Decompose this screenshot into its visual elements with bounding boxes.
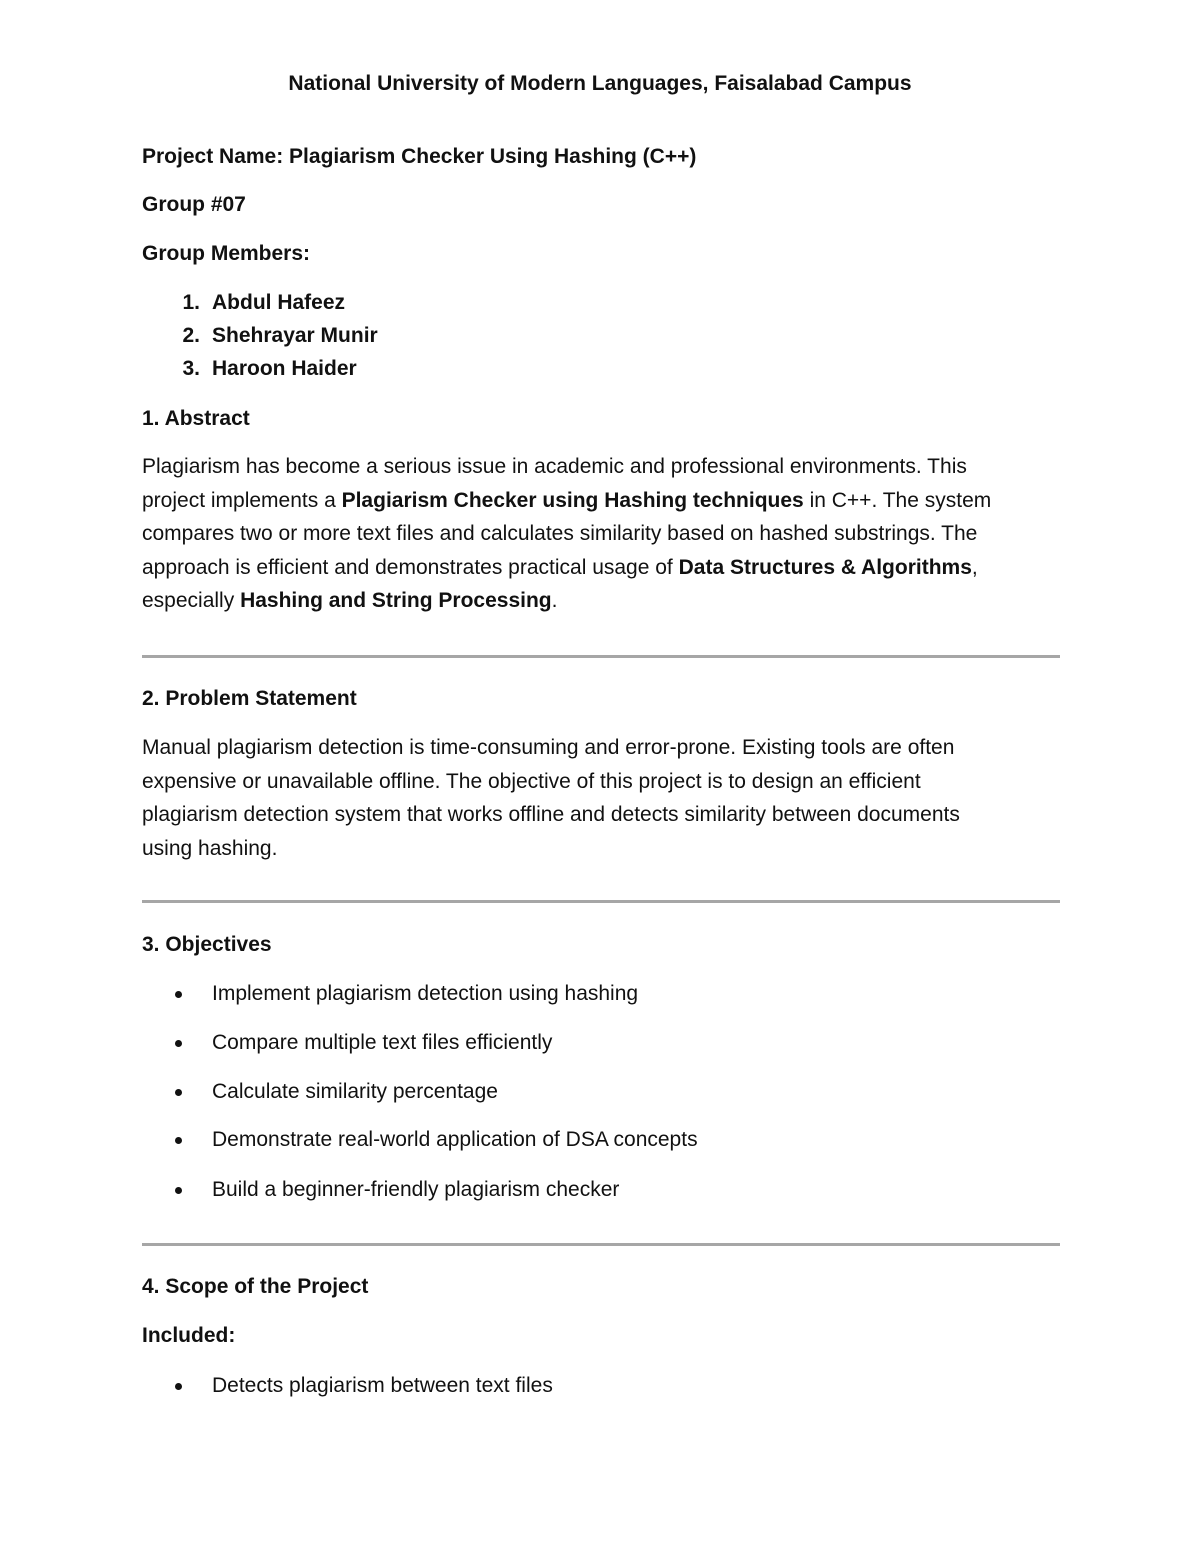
abstract-text: in C++. The system	[803, 488, 992, 512]
section-heading-problem: 2. Problem Statement	[142, 687, 357, 710]
problem-line: expensive or unavailable offline. The objective of this project is to design an efficient	[142, 769, 921, 793]
abstract-text: approach is efficient and demonstrates practical usage of	[142, 555, 679, 579]
abstract-text: project implements a	[142, 488, 342, 512]
abstract-emphasis: Plagiarism Checker using Hashing techniques	[341, 488, 804, 512]
abstract-line	[142, 584, 1060, 618]
abstract-line: Plagiarism has become a serious issue in academic and professional environments. This	[142, 455, 967, 478]
abstract-emphasis: Hashing and String Processing	[240, 589, 552, 612]
member-name: Abdul Hafeez	[212, 291, 346, 314]
problem-line: plagiarism detection system that works offline and detects similarity between documents	[142, 803, 960, 826]
bullet-icon	[175, 1040, 182, 1047]
section-heading-objectives: 3. Objectives	[142, 933, 272, 956]
abstract-line	[142, 484, 1060, 518]
scope-included-label: Included:	[142, 1324, 236, 1347]
abstract-text: .	[551, 589, 558, 612]
bullet-icon	[175, 1187, 182, 1194]
section-heading-scope: 4. Scope of the Project	[142, 1275, 369, 1298]
section-divider	[142, 1243, 1060, 1246]
group-members-label: Group Members:	[142, 242, 311, 265]
abstract-line	[142, 551, 1060, 585]
group-number: Group #07	[142, 193, 246, 216]
member-number: 2.	[182, 324, 200, 347]
document-title: National University of Modern Languages, Faisalabad Campus	[288, 72, 912, 95]
project-name: Project Name: Plagiarism Checker Using Hashing (C++)	[142, 145, 697, 168]
member-name: Haroon Haider	[212, 357, 357, 380]
member-number: 3.	[182, 357, 200, 380]
objective-text: Compare multiple text files efficiently	[212, 1031, 553, 1054]
abstract-text: especially	[142, 589, 241, 612]
member-number: 1.	[182, 291, 200, 314]
objective-text: Calculate similarity percentage	[212, 1080, 498, 1103]
bullet-icon	[175, 991, 182, 998]
objective-text: Implement plagiarism detection using hashing	[212, 982, 639, 1005]
objective-text: Demonstrate real-world application of DSA concepts	[212, 1128, 698, 1151]
problem-line: Manual plagiarism detection is time-consuming and error-prone. Existing tools are often	[142, 736, 955, 759]
bullet-icon	[175, 1383, 182, 1390]
objective-text: Build a beginner-friendly plagiarism checker	[212, 1178, 620, 1201]
abstract-paragraph	[142, 450, 1060, 618]
problem-line: using hashing.	[142, 836, 278, 860]
bullet-icon	[175, 1137, 182, 1144]
section-heading-abstract: 1. Abstract	[142, 407, 250, 430]
scope-text: Detects plagiarism between text files	[212, 1374, 553, 1397]
abstract-line: compares two or more text files and calculates similarity based on hashed substrings. The	[142, 522, 978, 545]
abstract-emphasis: Data Structures & Algorithms	[678, 555, 972, 579]
member-name: Shehrayar Munir	[212, 324, 378, 347]
section-divider	[142, 900, 1060, 903]
bullet-icon	[175, 1089, 182, 1096]
abstract-text: ,	[971, 555, 978, 579]
problem-paragraph	[142, 731, 1060, 865]
section-divider	[142, 655, 1060, 658]
